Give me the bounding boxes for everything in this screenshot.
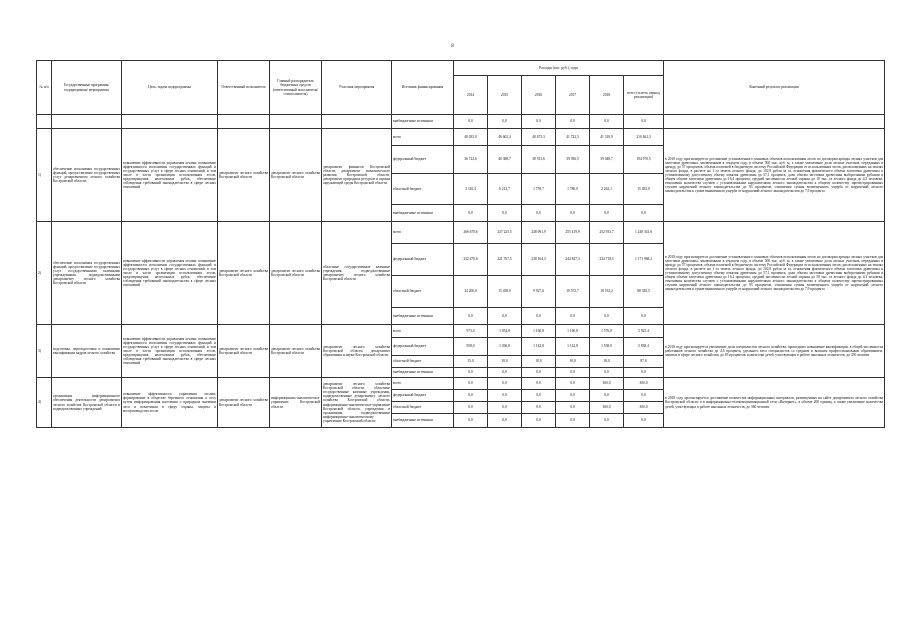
value-cell: 18,0 — [522, 356, 556, 368]
source-label: внебюджетные источники — [392, 414, 454, 428]
value-cell: 0,0 — [522, 378, 556, 390]
result-cell: в 2018 году прогнозируется достижение установленного плановых объемов использования лесов по договорам аренды лесных участков для заготовки древесины, заключенным в текущем году, в объеме 500 тыс. куб. м, а также увеличение доли лесных участков, переданных в аренду, до 57 процентов, объема платежей в бюджетную систему Российской Федерации от использования лесов, расположенных на землях лесного фонда, в расчете на 1 га земель лесного фонда, до 102,9 рубля за га, отношения фактического объема заготовки древесины к установленному допустимому объему изъятия древесины до 57,1 процента, доли объема заготовки древесины выборочными рубками в общем объеме заготовки древесины до 16,4 процента, средней численности лесной охраны до 50 тыс. га лесного фонда до 4,3 человека, отношения количества случаев с установленными нарушителями лесного законодательства к общему количеству зарегистрированных случаев нарушений лесного законодательства до 93 процентов, отношения суммы возмещенного ущерба от нарушений лесного законодательства к сумме выявленного ущерба от нарушений лесного законодательства до 7,9 процента — [664, 222, 885, 325]
header-year: 2014 — [454, 76, 488, 115]
program-cell: подготовка, переподготовка и повышение квалификации кадров лесного хозяйства — [52, 325, 122, 378]
value-cell: 0,0 — [590, 308, 624, 325]
source-label: федеральный бюджет — [392, 338, 454, 356]
value-cell: 46 602,4 — [488, 129, 522, 146]
value-cell: 234 718,5 — [590, 244, 624, 276]
value-cell: 0,0 — [624, 390, 664, 402]
source-label: областной бюджет — [392, 276, 454, 308]
header-participants: Участник мероприятия — [322, 61, 392, 115]
value-cell: 221 767,5 — [488, 244, 522, 276]
participants-cell: департамент лесного хозяйства Костромской области, департамент образования и науки Костромской области — [322, 325, 392, 378]
source-label: областной бюджет — [392, 174, 454, 205]
value-cell: 1 576,0 — [590, 325, 624, 338]
value-cell: 248 091,9 — [522, 222, 556, 244]
value-cell: 1 054,8 — [488, 325, 522, 338]
value-cell: 5 925,4 — [624, 325, 664, 338]
source-label: областной бюджет — [392, 356, 454, 368]
header-year: 2017 — [556, 76, 590, 115]
value-cell: 0,0 — [522, 390, 556, 402]
value-cell: 300,0 — [624, 402, 664, 414]
value-cell: 237 225,5 — [488, 222, 522, 244]
manager-cell: информационно-аналитическое управление Костромской области — [270, 378, 322, 428]
value-cell: 3 310,4 — [454, 174, 488, 205]
source-label: всего — [392, 222, 454, 244]
table-body — [37, 115, 885, 428]
value-cell: 0,0 — [624, 308, 664, 325]
participants-cell: департамент лесного хозяйства Костромской области, областные государственные казенные учреждения, подведомственные департаменту лесного хозяйства Костромской области, информационно-аналитическое управление Костромской области, учреждения и организации, подведомственные информационно-аналитическому управлению Костромской области — [322, 378, 392, 428]
table-row — [37, 129, 885, 146]
value-cell: 15 458,0 — [488, 276, 522, 308]
value-cell: 1 759,7 — [522, 174, 556, 205]
item-number: 4) — [37, 378, 52, 428]
source-label: внебюджетные источники — [392, 205, 454, 222]
value-cell: 39 936,5 — [556, 146, 590, 174]
value-cell: 0,0 — [522, 308, 556, 325]
value-cell: 0,0 — [556, 115, 590, 129]
program-cell: обеспечение исполнения государственных функций, предоставление государственных услуг государственными казенными учреждениями, подведомственными департаменту лесного хозяйства Костромской области — [52, 222, 122, 325]
source-label: всего — [392, 325, 454, 338]
value-cell: 9 927,6 — [522, 276, 556, 308]
source-label: федеральный бюджет — [392, 390, 454, 402]
manager-cell: департамент лесного хозяйства Костромской области — [270, 129, 322, 222]
value-cell: 34 200,0 — [454, 276, 488, 308]
value-cell: 0,0 — [556, 402, 590, 414]
manager-cell: департамент лесного хозяйства Костромской области — [270, 325, 322, 378]
table-row — [37, 222, 885, 244]
value-cell: 0,0 — [454, 378, 488, 390]
value-cell: 252 933,7 — [590, 222, 624, 244]
value-cell: 0,0 — [454, 205, 488, 222]
header-program: Государственные программы/подпрограммы/ мероприятия — [52, 61, 122, 115]
value-cell: 18 192,2 — [590, 276, 624, 308]
value-cell: 1 558,0 — [590, 338, 624, 356]
value-cell: 0,0 — [488, 205, 522, 222]
header-total: всего (за весь период реализации) — [624, 76, 664, 115]
item-number: 3) — [37, 325, 52, 378]
value-cell: 0,0 — [522, 205, 556, 222]
value-cell: 40 388,7 — [488, 146, 522, 174]
table-row — [37, 378, 885, 390]
value-cell: 0,0 — [488, 368, 522, 378]
value-cell: 0,0 — [590, 115, 624, 129]
value-cell: 244 847,3 — [556, 244, 590, 276]
executor-cell: департамент лесного хозяйства Костромской области — [218, 129, 270, 222]
value-cell: 0,0 — [590, 368, 624, 378]
value-cell: 0,0 — [454, 402, 488, 414]
header-expenses-group: Расходы (тыс. руб.), годы — [454, 61, 664, 76]
source-label: федеральный бюджет — [392, 146, 454, 174]
value-cell: 38 913,6 — [522, 146, 556, 174]
value-cell: 0,0 — [454, 414, 488, 428]
header-year: 2016 — [522, 76, 556, 115]
expenses-table — [36, 60, 885, 428]
value-cell: 0,0 — [454, 390, 488, 402]
value-cell: 0,0 — [556, 414, 590, 428]
header-year: 2018 — [590, 76, 624, 115]
value-cell: 232 470,6 — [454, 244, 488, 276]
source-label: внебюджетные источники — [392, 368, 454, 378]
value-cell: 1 142,8 — [556, 338, 590, 356]
value-cell: 0,0 — [556, 205, 590, 222]
value-cell: 39 048,7 — [590, 146, 624, 174]
goal-cell: повышение эффективности управления лесами; повышение эффективности исполнения государственных функций и государственных услуг в сфере лесных отношений, в том числе в части организации использования лесов, предотвращения нелегальных рубок, обеспечение соблюдения требований законодательства в сфере лесных отношений — [122, 325, 218, 378]
value-cell: 0,0 — [522, 368, 556, 378]
value-cell: 0,0 — [624, 368, 664, 378]
value-cell: 300,0 — [590, 378, 624, 390]
value-cell: 41 722,5 — [556, 129, 590, 146]
value-cell: 2 262,1 — [590, 174, 624, 205]
source-label: федеральный бюджет — [392, 244, 454, 276]
header-executor: Ответственный исполнитель — [218, 61, 270, 115]
goal-cell: повышение эффективности управления лесами; формирование в обществе бережного отношения к лесу путем информирования населения о природном значении леса и вовлечения в сферу охраны, защиты и воспроизводства лесов — [122, 378, 218, 428]
value-cell: 0,0 — [590, 414, 624, 428]
value-cell: 0,0 — [488, 308, 522, 325]
value-cell: 1 786,0 — [556, 174, 590, 205]
value-cell: 1 142,8 — [522, 338, 556, 356]
table-row — [37, 115, 885, 129]
value-cell: 18,0 — [590, 356, 624, 368]
value-cell: 0,0 — [556, 378, 590, 390]
value-cell: 0,0 — [488, 115, 522, 129]
executor-cell: департамент лесного хозяйства Костромской области — [218, 325, 270, 378]
value-cell: 300,0 — [624, 378, 664, 390]
manager-cell: департамент лесного хозяйства Костромской области — [270, 222, 322, 325]
result-cell: в 2018 году прогнозируется достижение количества информационных материалов, размещенных на сайте департамента лесного хозяйства Костромской области и в информационно-телекоммуникационной сети «Интернет», в объеме 200 единиц, а также увеличение количества детей, участвующих в работе школьных лесничеств, до 360 человек — [664, 378, 885, 428]
executor-cell: департамент лесного хозяйства Костромской области — [218, 222, 270, 325]
value-cell: 0,0 — [556, 308, 590, 325]
value-cell: 238 164,3 — [522, 244, 556, 276]
value-cell: 15,0 — [454, 356, 488, 368]
item-number: 1) — [37, 129, 52, 222]
goal-cell: повышение эффективности управления лесами; повышение эффективности исполнения государственных функций и государственных услуг в сфере лесных отношений, в том числе в части организации использования лесов, предотвращения нелегальных рубок, обеспечение соблюдения требований законодательства в сфере лесных отношений — [122, 129, 218, 222]
source-label: внебюджетные источники — [392, 308, 454, 325]
value-cell: 0,0 — [488, 390, 522, 402]
value-cell: 1 240 341,6 — [624, 222, 664, 244]
header-manager: Главный распорядитель бюджетных средств (ответственный исполнитель/ соисполнитель) — [270, 61, 322, 115]
value-cell: 0,0 — [454, 368, 488, 378]
source-label: внебюджетные источники — [392, 115, 454, 129]
item-number: 2) — [37, 222, 52, 325]
value-cell: 0,0 — [590, 390, 624, 402]
value-cell: 0,0 — [624, 414, 664, 428]
value-cell: 300,0 — [590, 402, 624, 414]
value-cell: 88 350,5 — [624, 276, 664, 308]
value-cell: 87,0 — [624, 356, 664, 368]
result-cell: в 2018 году прогнозируется достижение установленного плановых объемов использования лесов по договорам аренды лесных участков для заготовки древесины, заключенным в текущем году, в объеме 500 тыс. куб. м, а также увеличение доли лесных участков, переданных в аренду, до 57 процентов, объема платежей в бюджетную систему Российской Федерации от использования лесов, расположенных на землях лесного фонда, в расчете на 1 га земель лесного фонда, до 102,9 рубля за га, отношения фактического объема заготовки древесины к установленному допустимому объему изъятия древесины до 57,1 процента, доли объема заготовки древесины выборочными рубками в общем объеме заготовки древесины до 16,4 процента, средней численности лесной охраны до 10 тыс. га лесного фонда до 4,3 человека, отношения количества случаев с установленными нарушителями лесного законодательства к общему количеству зарегистрированных случаев нарушений лесного законодательства до 93 процентов, отношения суммы возмещенного ущерба от нарушений лесного законодательства к сумме выявленного ущерба от нарушений лесного законодательства до 7,9 процента — [664, 129, 885, 222]
value-cell: 0,0 — [454, 115, 488, 129]
value-cell: 0,0 — [522, 115, 556, 129]
header-year: 2015 — [488, 76, 522, 115]
source-label: областной бюджет — [392, 402, 454, 414]
value-cell: 958,0 — [454, 338, 488, 356]
value-cell: 40 033,0 — [454, 129, 488, 146]
value-cell: 6 213,7 — [488, 174, 522, 205]
value-cell: 40 673,3 — [522, 129, 556, 146]
value-cell: 0,0 — [556, 390, 590, 402]
value-cell: 0,0 — [556, 368, 590, 378]
header-result: Конечный результат реализации — [664, 61, 885, 115]
value-cell: 0,0 — [522, 402, 556, 414]
result-cell: в 2018 году прогнозируется увеличение доли специалистов лесного хозяйства, прошедших повышение квалификации, в общей численности работников лесного хозяйства до 4,6 процента, удельного веса специалистов со средним и высшим профессиональным образованием, занятых в сфере лесного хозяйства, до 85 процентов; количества детей, участвующих в работе школьных лесничеств, до 350 человек — [664, 325, 885, 378]
source-label: всего — [392, 378, 454, 390]
value-cell: 0,0 — [624, 115, 664, 129]
header-no: № п/п — [37, 61, 52, 115]
header-sources: Источник финансирования — [392, 61, 454, 115]
value-cell: 973,0 — [454, 325, 488, 338]
program-cell: обеспечение исполнения государственных функций, предоставление государственных услуг департаментом лесного хозяйства Костромской области — [52, 129, 122, 222]
goal-cell: повышение эффективности управления лесами; повышение эффективности исполнения государственных функций и государственных услуг в сфере лесных отношений, в том числе в части организации использования лесов, предотвращения нелегальных рубок, обеспечение соблюдения требований законодательства в сфере лесных отношений — [122, 222, 218, 325]
value-cell: 1 160,8 — [522, 325, 556, 338]
value-cell: 1 171 968,2 — [624, 244, 664, 276]
value-cell: 0,0 — [590, 205, 624, 222]
value-cell: 15 492,0 — [624, 174, 664, 205]
value-cell: 255 419,9 — [556, 222, 590, 244]
value-cell: 0,0 — [624, 205, 664, 222]
header-goal: Цель, задача подпрограммы — [122, 61, 218, 115]
source-label: всего — [392, 129, 454, 146]
value-cell: 36 722,6 — [454, 146, 488, 174]
value-cell: 1 160,8 — [556, 325, 590, 338]
value-cell: 5 838,4 — [624, 338, 664, 356]
value-cell: 10 572,7 — [556, 276, 590, 308]
value-cell: 0,0 — [488, 378, 522, 390]
value-cell: 266 670,6 — [454, 222, 488, 244]
executor-cell: департамент лесного хозяйства Костромской области — [218, 378, 270, 428]
value-cell: 0,0 — [522, 414, 556, 428]
value-cell: 0,0 — [454, 308, 488, 325]
value-cell: 41 310,9 — [590, 129, 624, 146]
value-cell: 1 036,8 — [488, 338, 522, 356]
value-cell: 210 462,3 — [624, 129, 664, 146]
value-cell: 18,0 — [556, 356, 590, 368]
table-row — [37, 325, 885, 338]
value-cell: 18,0 — [488, 356, 522, 368]
value-cell: 194 970,5 — [624, 146, 664, 174]
participants-cell: департамент финансов Костромской области, департамент экономического развития Костромской области, департамент природных ресурсов и охраны окружающей среды Костромской области — [322, 129, 392, 222]
program-cell: организация информационного обеспечения деятельности департамента лесного хозяйства Костромской области и подведомственных учреждений — [52, 378, 122, 428]
value-cell: 0,0 — [488, 414, 522, 428]
value-cell: 0,0 — [488, 402, 522, 414]
page-number: 8 — [451, 44, 454, 49]
participants-cell: областные государственные казенные учреждения, подведомственные департаменту лесного хозяйства Костромской области — [322, 222, 392, 325]
